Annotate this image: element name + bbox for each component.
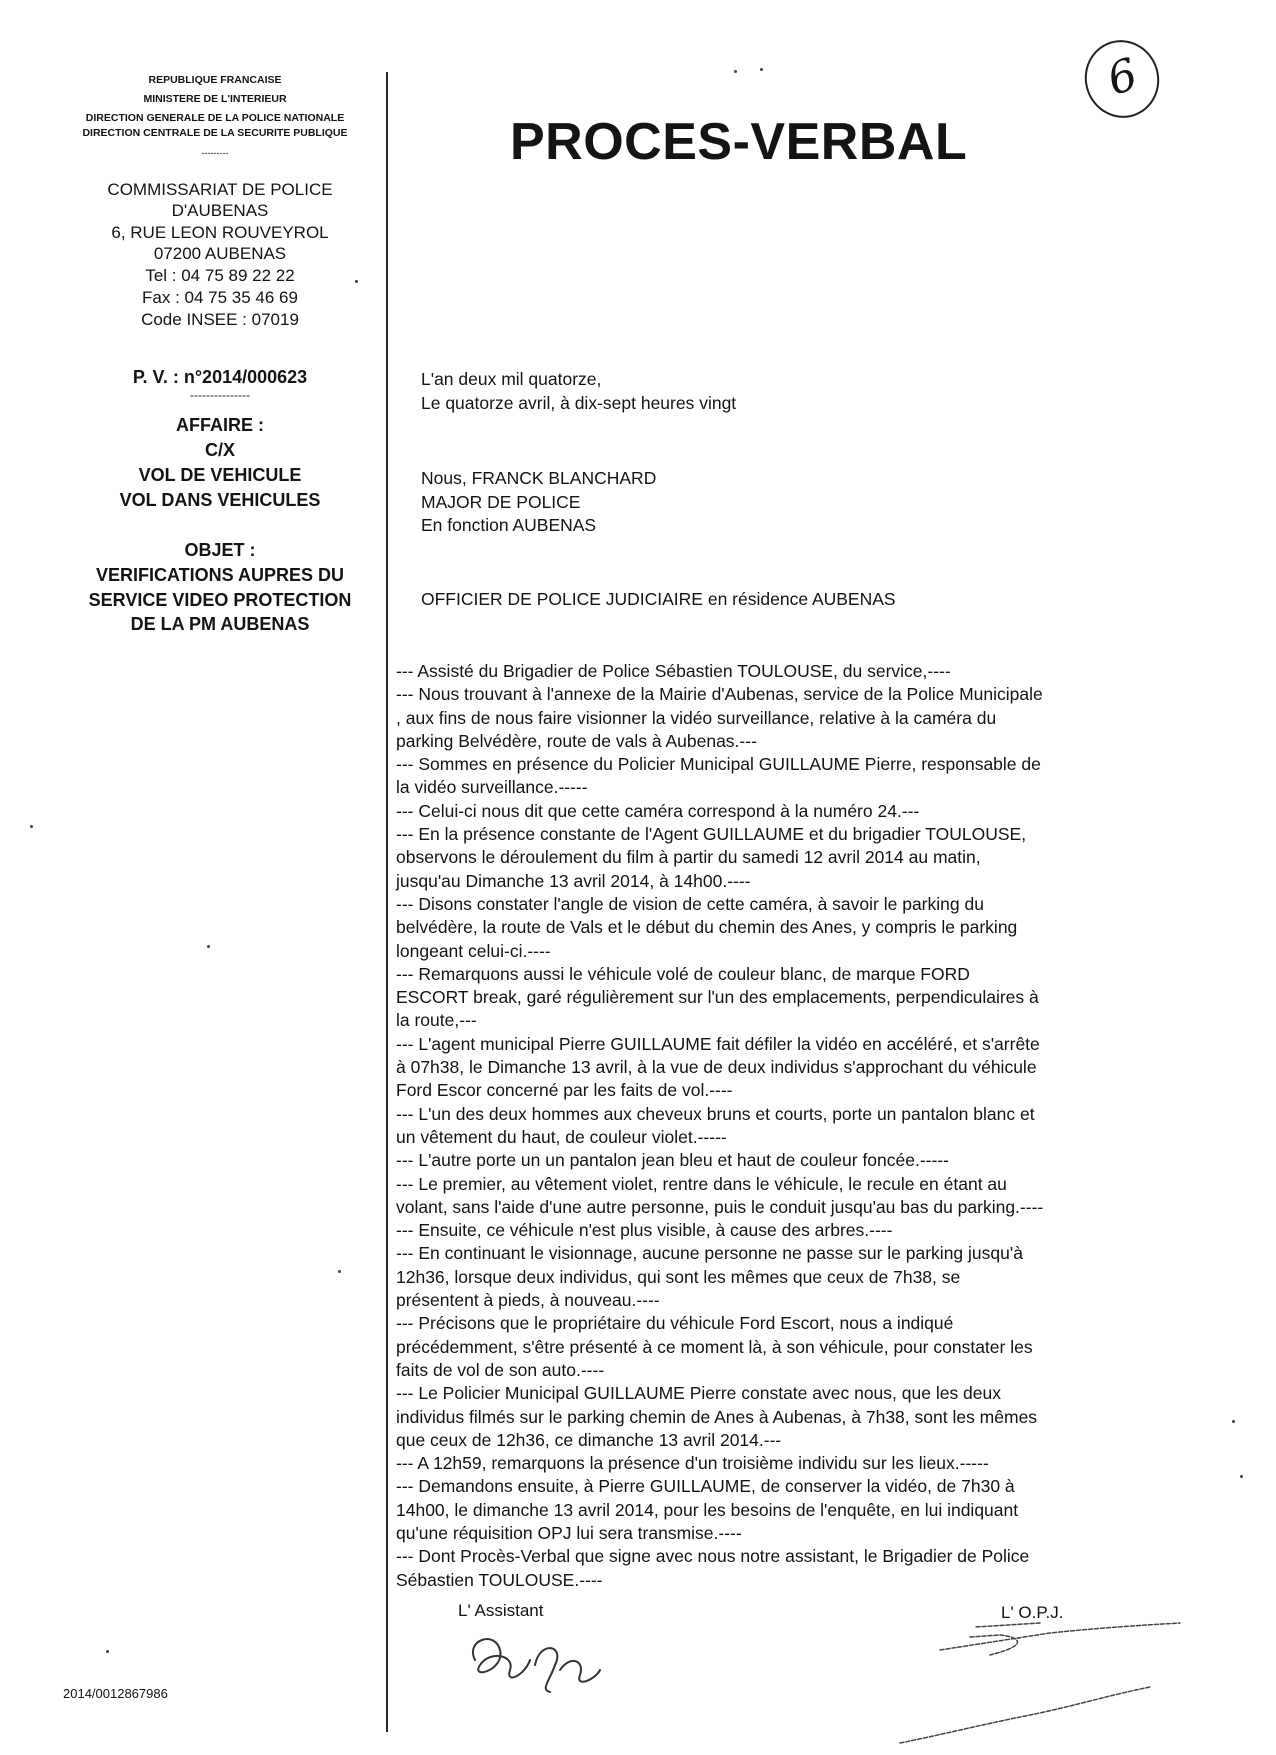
service-line1: COMMISSARIAT DE POLICE — [107, 180, 333, 199]
objet-line3: DE LA PM AUBENAS — [130, 614, 310, 634]
report-body — [396, 660, 1136, 1592]
body-line: un vêtement du haut, de couleur violet.----- — [396, 1126, 727, 1147]
service-tel: Tel : 04 75 89 22 22 — [145, 266, 295, 285]
date-line1: L'an deux mil quatorze, — [421, 369, 602, 389]
direction-generale: DIRECTION GENERALE DE LA POLICE NATIONALE — [85, 112, 345, 124]
service-address: 6, RUE LEON ROUVEYROL — [111, 223, 329, 242]
scan-speck — [734, 70, 737, 73]
document-title: PROCES-VERBAL — [510, 113, 968, 171]
page-number-circle — [1075, 30, 1169, 127]
pv-number: P. V. : n°2014/000623 — [132, 367, 308, 387]
body-line: --- Disons constater l'angle de vision de cette caméra, à savoir le parking du — [396, 893, 984, 914]
direction-centrale: DIRECTION CENTRALE DE LA SECURITE PUBLIQUE — [82, 127, 348, 139]
officer-rank: MAJOR DE POLICE — [421, 492, 581, 512]
body-line: --- Nous trouvant à l'annexe de la Mairie d'Aubenas, service de la Police Municipale — [396, 684, 1043, 705]
body-line: --- Le premier, au vêtement violet, rentre dans le véhicule, le recule en étant au — [396, 1173, 1007, 1194]
body-line: à 07h38, le Dimanche 13 avril, à la vue de deux individus s'approchant du véhicule — [396, 1057, 1037, 1078]
affaire-line2: VOL DE VEHICULE — [138, 465, 302, 485]
body-line: --- L'un des deux hommes aux cheveux bruns et courts, porte un pantalon blanc et — [396, 1103, 1035, 1124]
body-line: --- Ensuite, ce véhicule n'est plus visible, à cause des arbres.---- — [396, 1220, 893, 1241]
body-line: --- Demandons ensuite, à Pierre GUILLAUME, de conserver la vidéo, de 7h30 à — [396, 1476, 1015, 1497]
body-line: --- A 12h59, remarquons la présence d'un troisième individu sur les lieux.----- — [396, 1453, 989, 1474]
body-line: --- Le Policier Municipal GUILLAUME Pierre constate avec nous, que les deux — [396, 1383, 1001, 1404]
scan-speck — [355, 280, 358, 283]
opj-signature — [880, 1615, 1200, 1755]
service-fax: Fax : 04 75 35 46 69 — [142, 288, 298, 307]
body-line: --- Sommes en présence du Policier Municipal GUILLAUME Pierre, responsable de — [396, 754, 1041, 775]
body-line: parking Belvédère, route de vals à Aubenas.--- — [396, 730, 757, 751]
affaire-line1: C/X — [204, 440, 235, 460]
scan-speck — [1240, 1475, 1243, 1478]
body-line: --- En la présence constante de l'Agent GUILLAUME et du brigadier TOULOUSE, — [396, 824, 1027, 845]
body-line: Sébastien TOULOUSE.---- — [396, 1569, 603, 1590]
objet-label: OBJET : — [184, 540, 256, 560]
scan-speck — [338, 1270, 341, 1273]
body-line: observons le déroulement du film à partir du samedi 12 avril 2014 au matin, — [396, 847, 981, 868]
officer-name: Nous, FRANCK BLANCHARD — [421, 468, 657, 488]
scan-speck — [1232, 1420, 1235, 1423]
body-line: individus filmés sur le parking chemin de Anes à Aubenas, à 7h38, sont les mêmes — [396, 1406, 1038, 1427]
date-line2: Le quatorze avril, à dix-sept heures vingt — [421, 393, 737, 413]
body-line: , aux fins de nous faire visionner la vidéo surveillance, relative à la caméra du — [396, 707, 997, 728]
affaire-line3: VOL DANS VEHICULES — [119, 490, 321, 510]
body-line: longeant celui-ci.---- — [396, 940, 551, 961]
republic-header: REPUBLIQUE FRANCAISE — [148, 74, 282, 86]
body-line: belvédère, la route de Vals et le début du chemin des Anes, y compris le parking — [396, 917, 1018, 938]
body-line: la route,--- — [396, 1010, 477, 1031]
objet-line1: VERIFICATIONS AUPRES DU — [95, 565, 345, 585]
body-line: jusqu'au Dimanche 13 avril 2014, à 14h00.---- — [396, 870, 751, 891]
body-line: --- L'autre porte un un pantalon jean bleu et haut de couleur foncée.----- — [396, 1150, 949, 1171]
body-line: --- Remarquons aussi le véhicule volé de couleur blanc, de marque FORD — [396, 963, 970, 984]
body-line: précédemment, s'être présenté à ce moment là, à son véhicule, pour constater les — [396, 1336, 1033, 1357]
body-line: --- L'agent municipal Pierre GUILLAUME fait défiler la vidéo en accéléré, et s'arrête — [396, 1033, 1040, 1054]
body-line: --- En continuant le visionnage, aucune personne ne passe sur le parking jusqu'à — [396, 1243, 1023, 1264]
body-line: --- Précisons que le propriétaire du véhicule Ford Escort, nous a indiqué — [396, 1313, 954, 1334]
ministry-header: MINISTERE DE L'INTERIEUR — [143, 93, 287, 105]
column-divider — [386, 72, 388, 1732]
affaire-label: AFFAIRE : — [176, 415, 264, 435]
body-line: qu'une réquisition OPJ lui sera transmise.---- — [396, 1522, 742, 1543]
service-line2: D'AUBENAS — [171, 201, 269, 220]
service-insee: Code INSEE : 07019 — [141, 310, 299, 329]
footer-reference: 2014/0012867986 — [63, 1686, 168, 1701]
body-line: --- Dont Procès-Verbal que signe avec nous notre assistant, le Brigadier de Police — [396, 1546, 1030, 1567]
officer-function: En fonction AUBENAS — [421, 515, 597, 535]
body-line: --- Celui-ci nous dit que cette caméra correspond à la numéro 24.--- — [396, 800, 920, 821]
body-line: --- Assisté du Brigadier de Police Sébastien TOULOUSE, du service,---- — [396, 661, 951, 681]
body-line: que ceux de 12h36, ce dimanche 13 avril 2014.--- — [396, 1429, 782, 1450]
body-line: 14h00, le dimanche 13 avril 2014, pour les besoins de l'enquête, en lui indiquant — [396, 1499, 1019, 1520]
opj-label: L' O.P.J. — [1001, 1603, 1064, 1622]
officer-title: OFFICIER DE POLICE JUDICIAIRE en résidence AUBENAS — [421, 589, 896, 609]
assistant-signature — [455, 1620, 625, 1700]
scan-speck — [106, 1650, 109, 1653]
assistant-label: L' Assistant — [458, 1601, 544, 1620]
objet-line2: SERVICE VIDEO PROTECTION — [88, 590, 352, 610]
body-line: ESCORT break, garé régulièrement sur l'un des emplacements, perpendiculaires à — [396, 987, 1039, 1008]
body-line: Ford Escor concerné par les faits de vol.---- — [396, 1080, 733, 1101]
body-line: la vidéo surveillance.----- — [396, 777, 588, 798]
scan-speck — [30, 825, 33, 828]
page-number: 6 — [1101, 48, 1144, 106]
body-line: volant, sans l'aide d'une autre personne, puis le conduit jusqu'au bas du parking.---- — [396, 1196, 1044, 1217]
header-separator: --------- — [201, 148, 229, 158]
body-line: 12h36, lorsque deux individus, qui sont les mêmes que ceux de 7h38, se — [396, 1266, 961, 1287]
body-line: faits de vol de son auto.---- — [396, 1359, 605, 1380]
pv-separator: --------------- — [190, 388, 250, 402]
body-line: présentent à pieds, à nouveau.---- — [396, 1290, 660, 1311]
scan-speck — [760, 68, 763, 71]
scan-speck — [207, 945, 210, 948]
service-city: 07200 AUBENAS — [153, 244, 287, 263]
